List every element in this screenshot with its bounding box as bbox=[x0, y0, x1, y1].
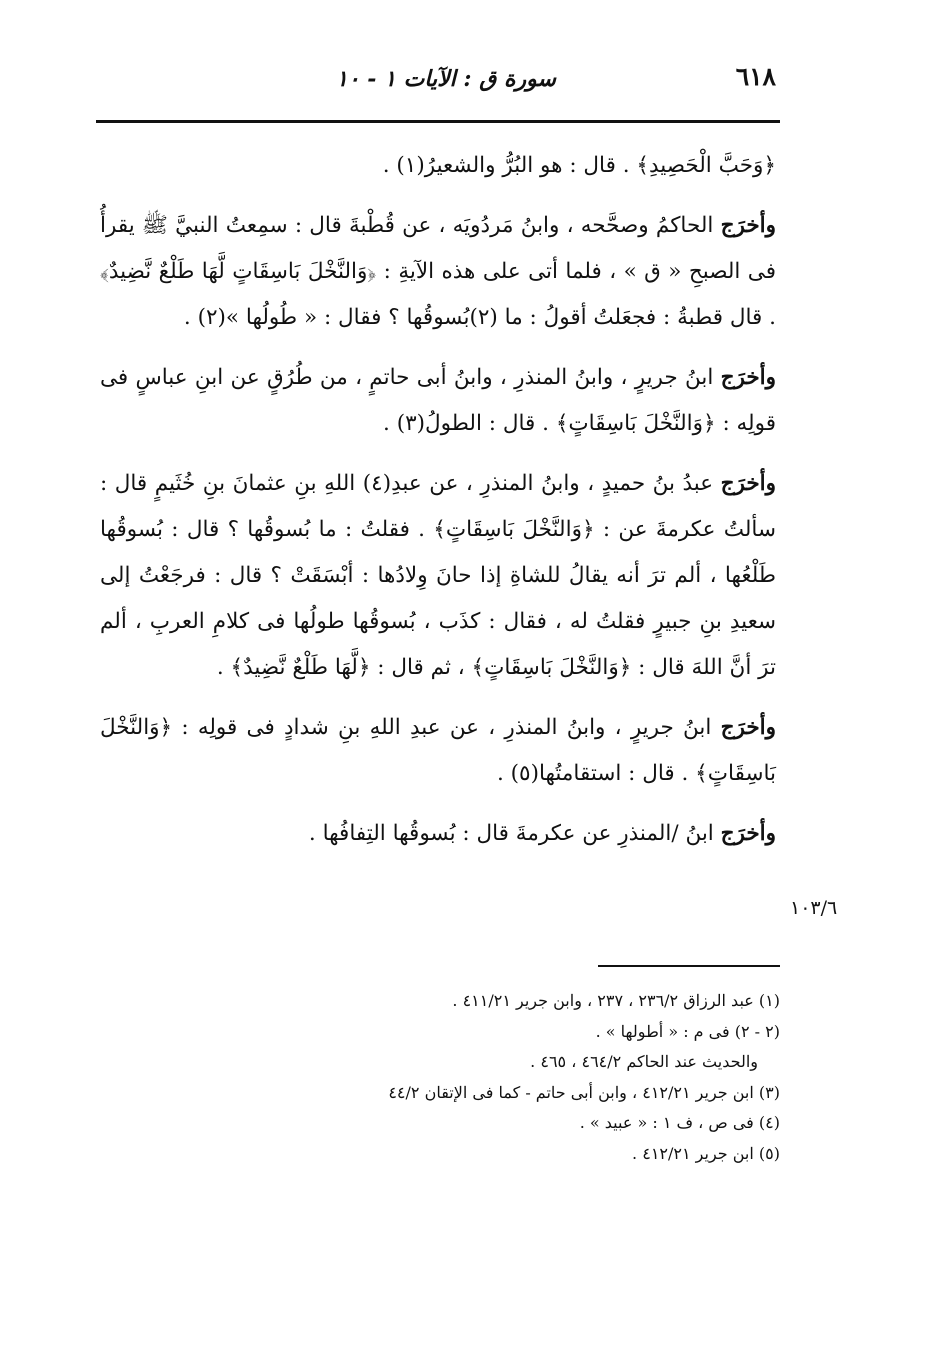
paragraph-text: ابنُ جريرٍ ، وابنُ المنذرِ ، عن عبدِ اللهِ بنِ شدادٍ فى قولِه : ﴿وَالنَّخْلَ بَاسِقَاتٍ﴾ . قال : استقامتُها(٥) . bbox=[100, 715, 776, 786]
page-number: ٦١٨ bbox=[735, 62, 776, 91]
paragraph-text: الحاكمُ وصحَّحه ، وابنُ مَردُويَه ، عن قُطْبةَ قال : سمِعتُ النبيَّ ﷺ يقرأُ فى الصبحِ « ق » ، فلما أتى على هذه الآيةِ : ﴿وَالنَّخْلَ بَاسِقَاتٍ لَّهَا طَلْعٌ نَّضِيدٌ﴾ . قال قطبةُ : فجعَلتُ أقولُ : ما (٢)بُسوقُها ؟ فقال : « طُولُها »(٢) . bbox=[100, 213, 776, 330]
paragraph-text: ابنُ /المنذرِ عن عكرمةَ قال : بُسوقُها التِفافُها . bbox=[308, 821, 721, 846]
footnote-2: (٢ - ٢) فى م : « أطولها » . bbox=[595, 1021, 780, 1041]
footnote-5: (٥) ابن جرير ٤١٢/٢١ . bbox=[632, 1143, 780, 1163]
paragraph-3 bbox=[100, 355, 776, 447]
paragraph-text: عبدُ بنُ حميدٍ ، وابنُ المنذرِ ، عن عبدِ(٤) اللهِ بنِ عثمانَ بنِ خُثَيمٍ قال : سألتُ عكرمةَ عن : ﴿وَالنَّخْلَ بَاسِقَاتٍ﴾ . فقلتُ : ما بُسوقُها ؟ قال : بُسوقُها طَلْعُها ، ألم ترَ أنه يقالُ للشاةِ إذا حانَ وِلادُها : أبْسَقَتْ ؟ قال : فرجَعْتُ إلى سعيدِ بنِ جبيرٍ فقلتُ له ، فقال : كذَب ، بُسوقُها طولُها فى كلامِ العربِ ، ألم ترَ أنَّ اللهَ قال : ﴿وَالنَّخْلَ بَاسِقَاتٍ﴾ ، ثم قال : ﴿لَّهَا طَلْعٌ نَّضِيدٌ﴾ . bbox=[100, 471, 776, 680]
paragraph-lead: وأخرَج bbox=[720, 365, 776, 390]
paragraph-lead: وأخرَج bbox=[720, 471, 776, 496]
footnote-1: (١) عبد الرزاق ٢٣٦/٢ ، ٢٣٧ ، وابن جرير ٤١١/٢١ . bbox=[452, 991, 780, 1010]
main-text bbox=[100, 143, 776, 857]
footnote-4: (٤) فى ص ، ف ١ : « عبيد » . bbox=[579, 1113, 780, 1132]
paragraph-lead: وأخرَج bbox=[720, 213, 776, 238]
paragraph-4 bbox=[100, 461, 776, 691]
paragraph-2 bbox=[100, 203, 776, 341]
footnote-3: (٣) ابن جرير ٤١٢/٢١ ، وابن أبى حاتم - كما فى الإتقان ٤٤/٢ bbox=[388, 1082, 780, 1102]
margin-page-reference: ١٠٣/٦ bbox=[790, 897, 838, 919]
paragraph-text: ابنُ جريرٍ ، وابنُ المنذرِ ، وابنُ أبى حاتمٍ ، من طُرُقٍ عن ابنِ عباسٍ فى قولِه : ﴿وَالنَّخْلَ بَاسِقَاتٍ﴾ . قال : الطولُ(٣) . bbox=[100, 365, 776, 436]
paragraph-5 bbox=[100, 705, 776, 797]
page-header bbox=[96, 58, 776, 102]
running-title: سورة ق : الآيات ١ - ١٠ bbox=[336, 66, 556, 92]
footnote-2-continuation: والحديث عند الحاكم ٤٦٤/٢ ، ٤٦٥ . bbox=[530, 1052, 758, 1071]
paragraph-1 bbox=[100, 143, 776, 189]
paragraph-text: ﴿وَحَبَّ الْحَصِيدِ﴾ . قال : هو البُرُّ والشعيرُ(١) . bbox=[382, 153, 776, 178]
footnotes bbox=[200, 986, 780, 1169]
paragraph-lead: وأخرَج bbox=[720, 715, 776, 740]
footnote-divider bbox=[598, 965, 780, 967]
header-divider bbox=[96, 120, 780, 123]
paragraph-lead: وأخرَج bbox=[720, 821, 776, 846]
paragraph-6 bbox=[100, 811, 776, 857]
